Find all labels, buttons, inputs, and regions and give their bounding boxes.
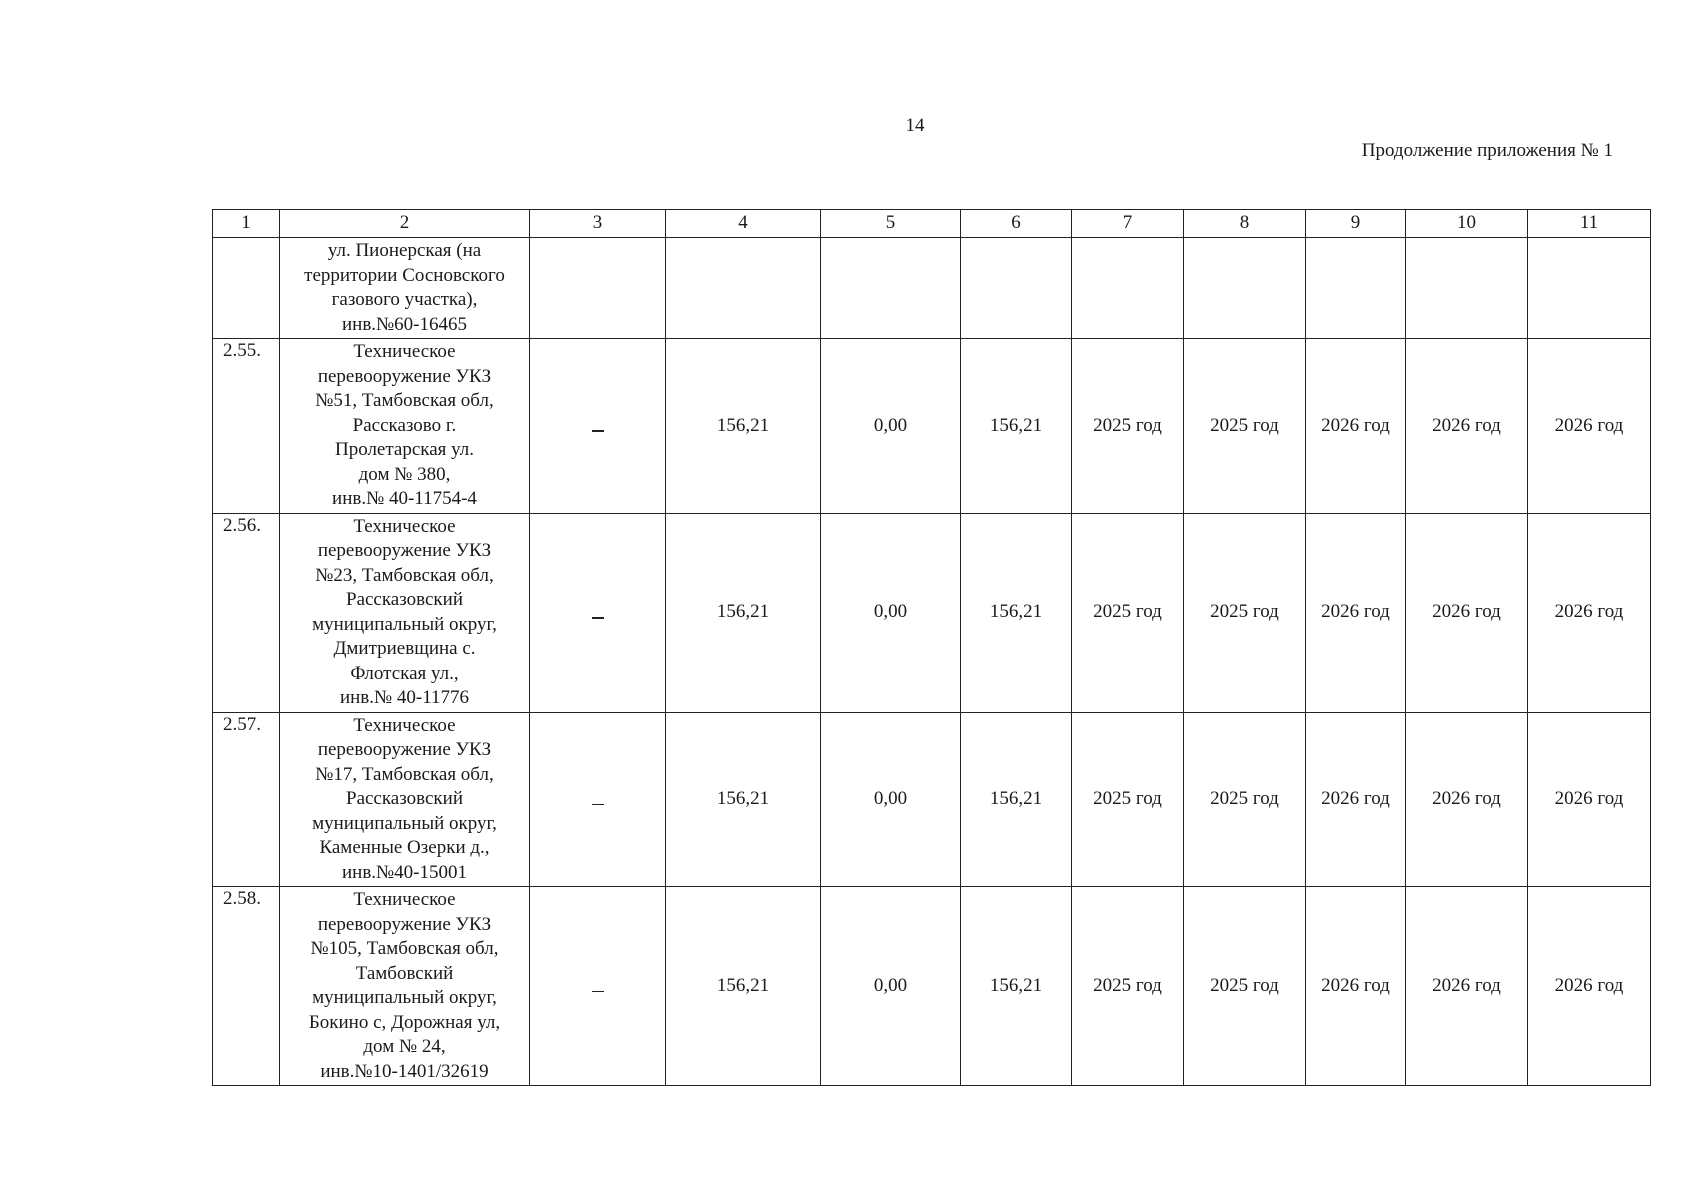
object-name-line: дом № 24, — [363, 1036, 446, 1057]
object-name-line: газового участка), — [331, 289, 478, 310]
object-name-cell — [280, 339, 530, 514]
row-number-cell: 2.57. — [213, 712, 280, 887]
table-row — [213, 238, 1651, 339]
col11-cell: 2026 год — [1528, 339, 1651, 514]
col4-cell: 156,21 — [666, 887, 821, 1086]
col10-cell: 2026 год — [1406, 339, 1528, 514]
table-row — [213, 513, 1651, 712]
object-name-line: Техническое — [353, 515, 456, 537]
appendix-continuation-note: Продолжение приложения № 1 — [1361, 140, 1613, 161]
dash-mark — [592, 617, 604, 619]
table-body — [213, 238, 1651, 1086]
column-header: 8 — [1184, 210, 1306, 238]
col10-cell — [1406, 238, 1528, 339]
object-name-line: Тамбовский — [355, 962, 454, 984]
column-header: 10 — [1406, 210, 1528, 238]
dash-mark — [592, 804, 604, 806]
object-name-line: Пролетарская ул. — [334, 439, 475, 460]
column-header: 3 — [530, 210, 666, 238]
object-name-line: дом № 380, — [358, 463, 451, 485]
column-header: 6 — [961, 210, 1072, 238]
object-name-line: инв.№10-1401/32619 — [320, 1060, 489, 1082]
col10-cell: 2026 год — [1406, 513, 1528, 712]
object-name-line: Рассказово г. — [352, 414, 457, 436]
object-name-line: перевооружение УКЗ — [317, 365, 492, 387]
object-name-cell — [280, 513, 530, 712]
col11-cell — [1528, 238, 1651, 339]
col8-cell: 2025 год — [1184, 887, 1306, 1086]
column-header: 4 — [666, 210, 821, 238]
col9-cell: 2026 год — [1306, 339, 1406, 514]
object-name-line: территории Сосновского — [304, 264, 505, 286]
col10-cell: 2026 год — [1406, 712, 1528, 887]
object-name-line: №105, Тамбовская обл, — [310, 938, 499, 959]
dash-mark — [592, 430, 604, 432]
column-header: 1 — [213, 210, 280, 238]
object-name-line: №51, Тамбовская обл, — [315, 390, 494, 411]
col8-cell: 2025 год — [1184, 712, 1306, 887]
col8-cell: 2025 год — [1184, 339, 1306, 514]
col8-cell — [1184, 238, 1306, 339]
row-number-cell: 2.56. — [213, 513, 280, 712]
object-name-line: перевооружение УКЗ — [317, 540, 492, 561]
object-name-line: Рассказовский — [346, 788, 463, 809]
object-name-line: Рассказовский — [346, 589, 463, 610]
col6-cell: 156,21 — [961, 712, 1072, 887]
object-name-line: Дмитриевщина с. — [333, 638, 476, 659]
table-row — [213, 339, 1651, 514]
col9-cell: 2026 год — [1306, 887, 1406, 1086]
col6-cell: 156,21 — [961, 339, 1072, 514]
page-number: 14 — [905, 115, 925, 136]
col5-cell — [821, 238, 961, 339]
appendix-table — [212, 209, 1651, 1086]
column-header: 9 — [1306, 210, 1406, 238]
col11-cell: 2026 год — [1528, 513, 1651, 712]
object-name-line: Каменные Озерки д., — [319, 837, 490, 858]
object-name-line: Флотская ул., — [350, 662, 459, 684]
col5-cell: 0,00 — [821, 887, 961, 1086]
col11-cell: 2026 год — [1528, 887, 1651, 1086]
object-name-line: Техническое — [353, 341, 456, 362]
column-number-row — [213, 210, 1651, 238]
object-name-line: инв.№ 40-11776 — [339, 687, 470, 708]
object-name-line: инв.№40-15001 — [341, 861, 467, 883]
object-name-line: муниципальный округ, — [312, 987, 497, 1008]
dash-mark — [592, 991, 604, 993]
col3-cell — [530, 238, 666, 339]
col7-cell: 2025 год — [1072, 887, 1184, 1086]
col6-cell: 156,21 — [961, 887, 1072, 1086]
col7-cell: 2025 год — [1072, 339, 1184, 514]
col10-cell: 2026 год — [1406, 887, 1528, 1086]
object-name-cell — [280, 887, 530, 1086]
object-name-line: муниципальный округ, — [312, 812, 497, 834]
col9-cell — [1306, 238, 1406, 339]
object-name-line: ул. Пионерская (на — [327, 240, 482, 261]
col11-cell: 2026 год — [1528, 712, 1651, 887]
col8-cell: 2025 год — [1184, 513, 1306, 712]
col3-cell — [530, 339, 666, 514]
object-name-line: №23, Тамбовская обл, — [315, 564, 494, 586]
object-name-line: перевооружение УКЗ — [317, 739, 492, 760]
column-header: 2 — [280, 210, 530, 238]
object-name-line: Бокино с, Дорожная ул, — [308, 1011, 501, 1033]
col6-cell — [961, 238, 1072, 339]
col3-cell — [530, 887, 666, 1086]
table-row — [213, 712, 1651, 887]
col5-cell: 0,00 — [821, 339, 961, 514]
row-number-cell: 2.55. — [213, 339, 280, 514]
col4-cell: 156,21 — [666, 339, 821, 514]
col5-cell: 0,00 — [821, 712, 961, 887]
col6-cell: 156,21 — [961, 513, 1072, 712]
col4-cell: 156,21 — [666, 712, 821, 887]
column-header: 11 — [1528, 210, 1651, 238]
object-name-cell — [280, 712, 530, 887]
object-name-cell — [280, 238, 530, 339]
col7-cell — [1072, 238, 1184, 339]
object-name-line: муниципальный округ, — [312, 613, 497, 635]
col3-cell — [530, 513, 666, 712]
column-header: 7 — [1072, 210, 1184, 238]
column-header: 5 — [821, 210, 961, 238]
object-name-line: №17, Тамбовская обл, — [315, 763, 494, 785]
row-number-cell: 2.58. — [213, 887, 280, 1086]
object-name-line: Техническое — [353, 714, 456, 736]
object-name-line: инв.№ 40-11754-4 — [332, 488, 477, 509]
table-row — [213, 887, 1651, 1086]
col4-cell — [666, 238, 821, 339]
col7-cell: 2025 год — [1072, 712, 1184, 887]
object-name-line: Техническое — [353, 889, 456, 910]
col4-cell: 156,21 — [666, 513, 821, 712]
col3-cell — [530, 712, 666, 887]
col5-cell: 0,00 — [821, 513, 961, 712]
col9-cell: 2026 год — [1306, 513, 1406, 712]
col9-cell: 2026 год — [1306, 712, 1406, 887]
object-name-line: перевооружение УКЗ — [317, 913, 492, 935]
row-number-cell — [213, 238, 280, 339]
col7-cell: 2025 год — [1072, 513, 1184, 712]
object-name-line: инв.№60-16465 — [341, 313, 467, 335]
